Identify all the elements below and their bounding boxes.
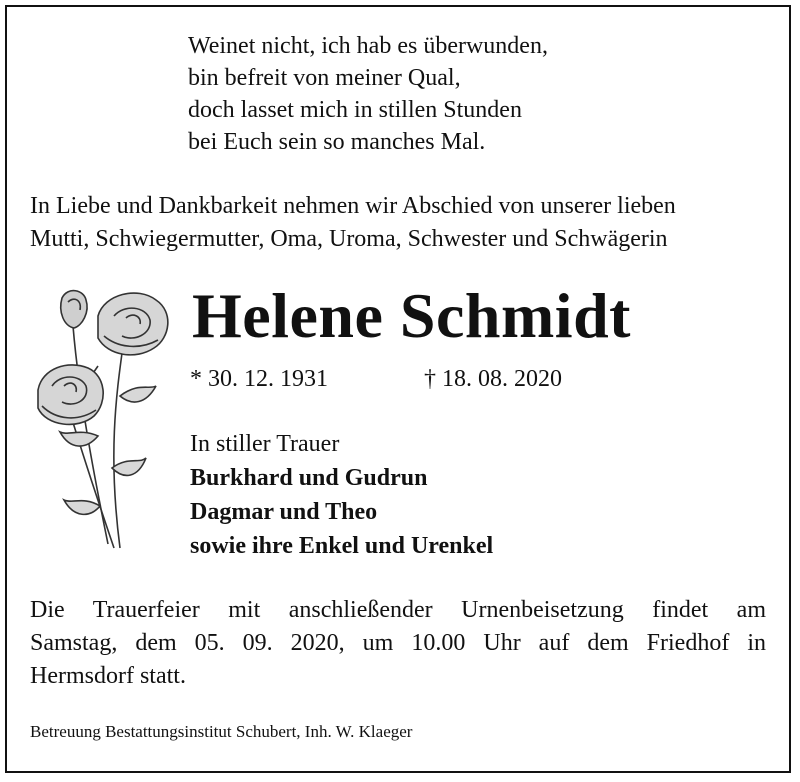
ceremony-line: Samstag, dem 05. 09. 2020, um 10.00 Uhr auf dem Friedhof in [30,630,766,656]
intro-line: In Liebe und Dankbarkeit nehmen wir Abschied von unserer lieben [30,193,676,219]
ceremony-line: Hermsdorf statt. [30,663,186,689]
mourners-heading: In stiller Trauer [190,431,340,457]
roses-icon [28,286,178,556]
intro-line: Mutti, Schwiegermutter, Oma, Uroma, Schwester und Schwägerin [30,226,668,252]
ceremony-notice [30,594,766,693]
farewell-intro [30,190,770,256]
mourners [190,427,493,563]
verse [188,30,548,158]
deceased-name: Helene Schmidt [192,280,631,351]
birth-date: * 30. 12. 1931 [190,366,328,392]
verse-line: Weinet nicht, ich hab es überwunden, [188,33,548,59]
verse-line: doch lasset mich in stillen Stunden [188,97,522,123]
ceremony-line: Die Trauerfeier mit anschließender Urnenbeisetzung findet am [30,597,766,623]
mourner-name: Dagmar und Theo [190,499,378,525]
verse-line: bei Euch sein so manches Mal. [188,129,486,155]
mourner-name: sowie ihre Enkel und Urenkel [190,533,494,559]
verse-line: bin befreit von meiner Qual, [188,65,461,91]
mourner-name: Burkhard und Gudrun [190,465,428,491]
death-date: † 18. 08. 2020 [424,366,562,392]
funeral-home-credit: Betreuung Bestattungsinstitut Schubert, Inh. W. Klaeger [30,722,413,741]
